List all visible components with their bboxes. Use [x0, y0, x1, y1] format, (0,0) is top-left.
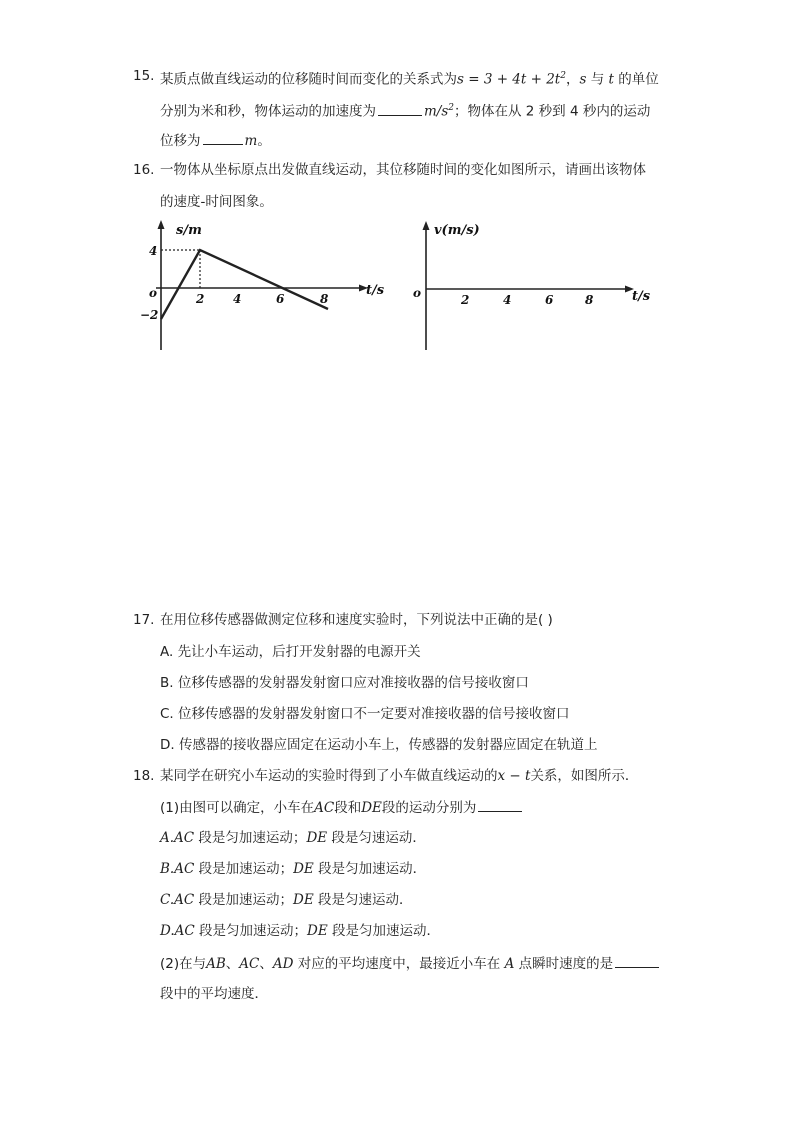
text: 某同学在研究小车运动的实验时得到了小车做直线运动的	[160, 768, 498, 784]
segment-label: DE	[307, 923, 328, 939]
segment-label: AD	[272, 956, 294, 972]
formula: x − t	[497, 768, 531, 784]
text: 段是匀加速运动．	[327, 923, 441, 939]
option-b[interactable]: B. 位移传感器的发射器发射窗口应对准接收器的信号接收窗口	[160, 675, 529, 691]
option-letter: C.	[160, 892, 175, 908]
question-15-line-1	[160, 66, 659, 90]
formula: s = 3 + 4t + 2t	[457, 71, 561, 88]
text: ，	[565, 71, 580, 88]
segment-label: AC	[174, 861, 195, 877]
v-t-graph[interactable]	[410, 218, 670, 358]
question-number: 15.	[133, 68, 155, 84]
text: 的单位	[613, 71, 659, 88]
question-15-line-2	[160, 98, 650, 122]
text: 对应的平均速度中，最接近小车在	[293, 956, 505, 972]
segment-label: AC	[174, 830, 195, 846]
segment-label: DE	[306, 830, 328, 846]
x-tick-label: 4	[233, 292, 242, 306]
text: 、	[259, 956, 273, 972]
text: 某质点做直线运动的位移随时间而变化的关系式为	[160, 71, 457, 88]
origin-label: o	[413, 286, 422, 300]
segment-label: AC	[174, 892, 195, 908]
option-a[interactable]: A. 先让小车运动，后打开发射器的电源开关	[160, 644, 421, 660]
s-t-graph	[140, 218, 390, 358]
point-label: A	[504, 956, 515, 972]
text: (1)由图可以确定，小车在	[160, 800, 315, 816]
text: 段和	[334, 800, 362, 816]
segment-label: DE	[293, 892, 314, 908]
option-letter: D.	[160, 923, 175, 939]
y-tick-label: 4	[149, 244, 158, 258]
x-tick-label: 8	[585, 293, 594, 307]
x-tick-label: 8	[320, 292, 329, 306]
segment-label: AC	[174, 923, 195, 939]
text: 段是匀速运动．	[313, 892, 413, 908]
option-c[interactable]: C. 位移传感器的发射器发射窗口不一定要对准接收器的信号接收窗口	[160, 706, 570, 722]
option-d[interactable]: D. 传感器的接收器应固定在运动小车上，传感器的发射器应固定在轨道上	[160, 737, 598, 753]
answer-blank[interactable]	[203, 130, 243, 145]
s-t-line	[161, 250, 328, 319]
segment-label: AC	[314, 800, 335, 816]
origin-label: o	[149, 286, 158, 300]
segment-label: AB	[206, 956, 226, 972]
option-letter: A.	[160, 830, 175, 846]
question-18-part-1	[160, 797, 524, 818]
question-number: 17.	[133, 612, 155, 628]
unit: m	[244, 133, 258, 149]
text: 段是匀加速运动．	[313, 861, 427, 877]
x-tick-label: 4	[503, 293, 512, 307]
text: 位移为	[160, 133, 201, 149]
y-axis-arrow	[158, 220, 165, 229]
question-18-stem	[160, 766, 638, 786]
text: 关系，如图所示．	[530, 768, 639, 784]
question-16-line-1: 一物体从坐标原点出发做直线运动，其位移随时间的变化如图所示，请画出该物体	[160, 162, 646, 178]
text: 段是加速运动；	[194, 892, 294, 908]
option-b[interactable]	[160, 859, 426, 879]
answer-blank[interactable]	[378, 101, 422, 116]
text: 、	[225, 956, 240, 972]
text: 分别为米和秒，物体运动的加速度为	[160, 103, 376, 120]
y-tick-label: −2	[140, 308, 159, 322]
unit: m/s	[424, 103, 449, 120]
x-tick-label: 2	[461, 293, 470, 307]
text: 段是加速运动；	[194, 861, 294, 877]
question-17-stem: 在用位移传感器做测定位移和速度实验时，下列说法中正确的是( )	[160, 612, 553, 628]
unit-exponent: 2	[448, 103, 455, 113]
formula-exponent: 2	[560, 71, 566, 81]
segment-label: DE	[293, 861, 314, 877]
option-c[interactable]	[160, 890, 413, 910]
variable-t: t	[608, 71, 614, 88]
text: 段是匀加速运动；	[194, 923, 308, 939]
segment-label: AC	[239, 956, 260, 972]
text: 段是匀速运动．	[327, 830, 426, 846]
text: (2)在与	[160, 956, 207, 972]
text: ；物体在从 2 秒到 4 秒内的运动	[454, 103, 651, 120]
y-axis-label: s/m	[176, 223, 202, 238]
text: 与	[586, 71, 609, 88]
text: 。	[257, 133, 271, 149]
question-15-line-3	[160, 130, 271, 151]
x-axis-label: t/s	[632, 289, 651, 304]
question-16-line-2: 的速度-时间图象。	[160, 194, 273, 210]
text: 段的运动分别为	[381, 800, 477, 816]
text: 点瞬时速度的是	[514, 956, 614, 972]
text: 段是匀加速运动；	[194, 830, 307, 846]
y-axis-arrow	[423, 221, 430, 230]
x-tick-label: 6	[276, 292, 285, 306]
question-number: 18.	[133, 768, 155, 784]
option-letter: B.	[160, 861, 175, 877]
option-d[interactable]	[160, 921, 440, 941]
question-number: 16.	[133, 162, 155, 178]
x-tick-label: 2	[196, 292, 205, 306]
x-axis-label: t/s	[366, 283, 385, 298]
segment-label: DE	[361, 800, 382, 816]
question-18-part-2	[160, 953, 661, 974]
option-a[interactable]	[160, 828, 426, 848]
variable-s: s	[579, 71, 587, 88]
y-axis-label: v(m/s)	[434, 223, 480, 238]
answer-blank[interactable]	[615, 953, 659, 968]
x-tick-label: 6	[545, 293, 554, 307]
question-18-part-2-cont: 段中的平均速度．	[160, 986, 268, 1002]
answer-blank[interactable]	[478, 797, 522, 812]
